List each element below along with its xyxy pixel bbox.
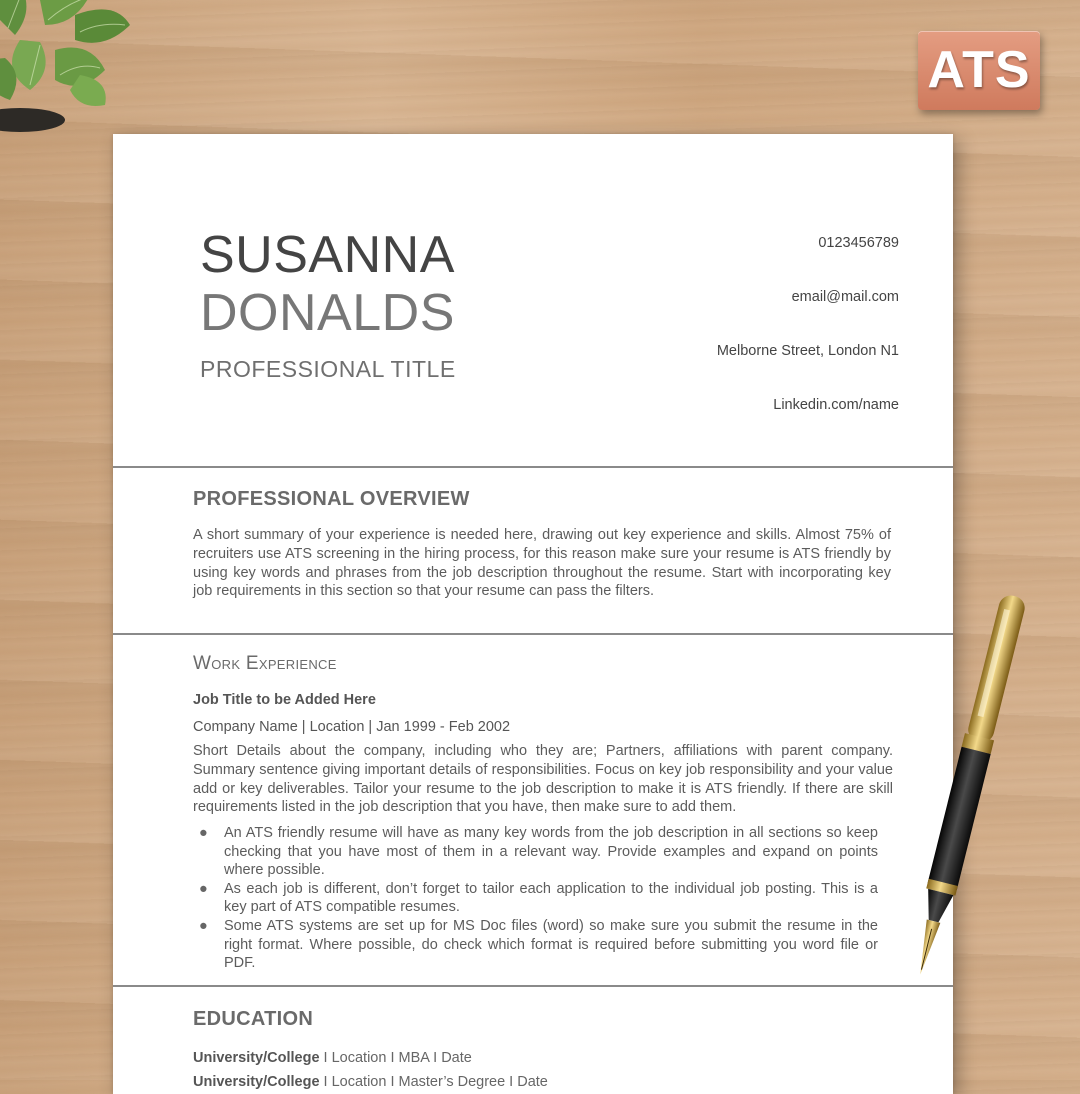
- contact-email: email@mail.com: [791, 289, 899, 305]
- contact-linkedin: Linkedin.com/name: [773, 397, 899, 413]
- resume-page: [113, 134, 953, 1094]
- education-entry: [193, 1074, 548, 1090]
- bullet-icon: ●: [199, 917, 208, 934]
- job-details: Short Details about the company, including who they are; Partners, affiliations with parent company. Summary sentence giving important details of responsibilities. Focus on key job responsibility and your value add or key deliverables. Tailor your resume to the job description to make it is ATS friendly. If there are skill requirements listed in the job description that you have, then make sure to add them.: [193, 743, 893, 816]
- experience-heading: Work Experience: [193, 653, 337, 674]
- section-divider: [113, 633, 953, 635]
- pen-decoration: [900, 585, 1030, 1005]
- experience-bullets: [193, 824, 878, 973]
- list-item: ● As each job is different, don’t forget to tailor each application to the individual job posting. This is a key part of ATS compatible resumes.: [199, 880, 878, 916]
- bullet-icon: ●: [199, 880, 208, 897]
- list-item: ● An ATS friendly resume will have as many key words from the job description in all sections so keep checking that you have most of them in a relevant way. Provide examples and expand on points where possible.: [199, 825, 878, 879]
- first-name: SUSANNA: [200, 226, 455, 284]
- education-entry: [193, 1050, 472, 1066]
- education-details: I Location I MBA I Date: [319, 1050, 472, 1066]
- overview-heading: PROFESSIONAL OVERVIEW: [193, 488, 470, 510]
- education-details: I Location I Master’s Degree I Date: [319, 1074, 548, 1090]
- list-item: ● Some ATS systems are set up for MS Doc files (word) so make sure you submit the resume in the right format. Where possible, do check which format is required before submitting you word file or PDF.: [199, 917, 878, 972]
- overview-text: A short summary of your experience is needed here, drawing out key experience and skills. Almost 75% of recruiters use ATS screening in the hiring process, for this reason make sure your resume is ATS friendly by using key words and phrases from the job description throughout the resume. Start with incorporating key job requirements in this section so that your resume can pass the filters.: [193, 527, 891, 600]
- education-school: University/College: [193, 1074, 320, 1090]
- section-divider: [113, 466, 953, 468]
- education-heading: EDUCATION: [193, 1008, 314, 1030]
- section-divider: [113, 985, 953, 987]
- job-title: Job Title to be Added Here: [193, 692, 376, 708]
- last-name: DONALDS: [200, 284, 455, 342]
- professional-title: PROFESSIONAL TITLE: [200, 356, 456, 382]
- ats-badge: ATS: [918, 31, 1040, 110]
- contact-address: Melborne Street, London N1: [716, 343, 899, 359]
- job-meta: Company Name | Location | Jan 1999 - Feb 2002: [193, 719, 511, 735]
- bullet-icon: ●: [199, 825, 208, 841]
- contact-phone: 0123456789: [818, 235, 899, 251]
- education-school: University/College: [193, 1050, 320, 1066]
- plant-decoration: [0, 0, 160, 150]
- candidate-name: [200, 226, 455, 342]
